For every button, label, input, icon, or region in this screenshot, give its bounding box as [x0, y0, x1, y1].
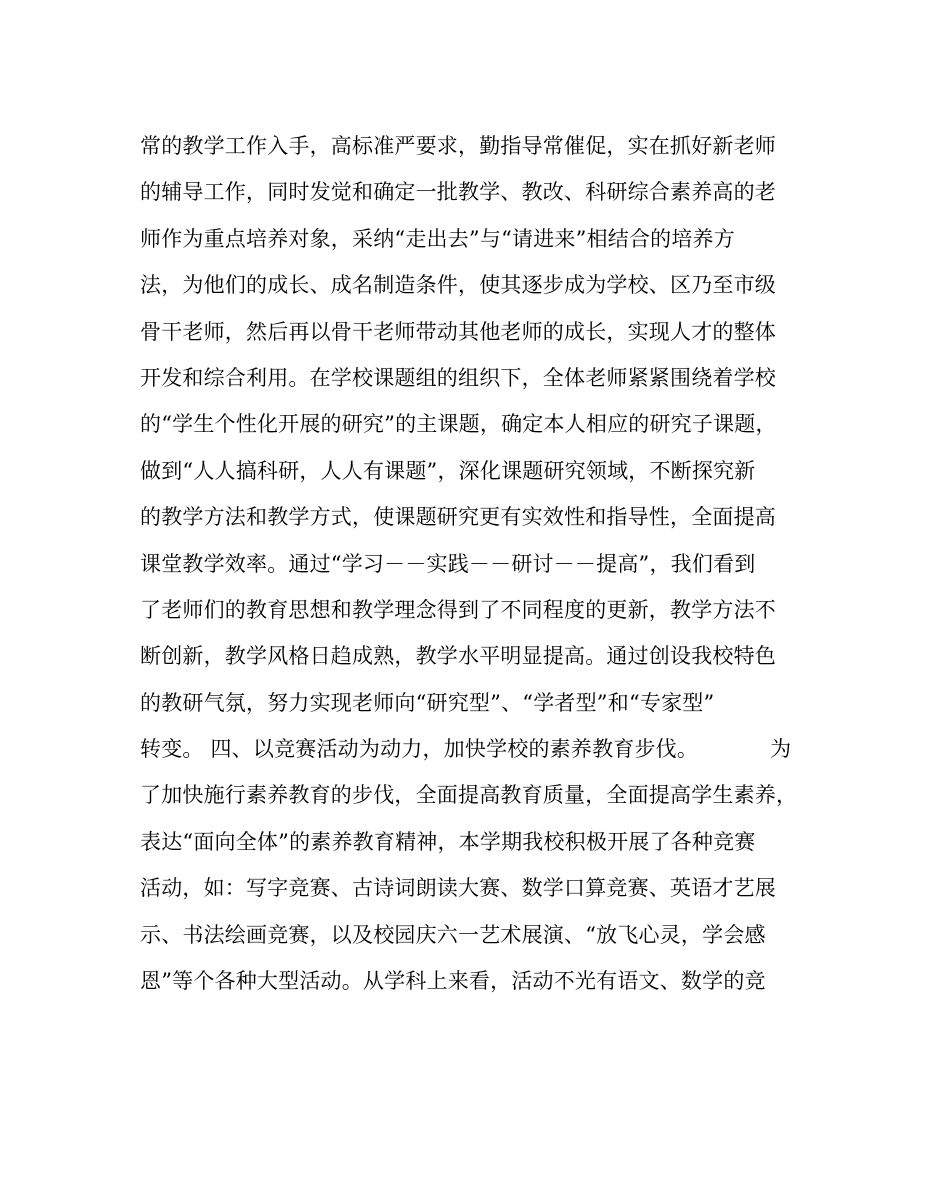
text-line-17: 活动，如：写字竞赛、古诗词朗读大赛、数学口算竞赛、英语才艺展 — [140, 876, 776, 901]
text-line-14 — [140, 726, 820, 772]
text-line-12: 断创新，教学风格日趋成熟，教学水平明显提高。通过创设我校特色 — [140, 644, 776, 669]
text-line-13: 的教研气氛，努力实现老师向“研究型”、“学者型”和“专家型” — [140, 690, 715, 715]
body-text — [140, 123, 820, 1004]
text-line-9: 的教学方法和教学方式，使课题研究更有实效性和指导性，全面提高 — [140, 505, 776, 530]
text-line-8: 做到“人人搞科研，人人有课题”，深化课题研究领域，不断探究新 — [140, 458, 756, 483]
text-line-7: 的“学生个性化开展的研究”的主课题，确定本人相应的研究子课题， — [140, 412, 777, 437]
text-line-10: 课堂教学效率。通过“学习－－实践－－研讨－－提高”，我们看到 — [140, 551, 756, 576]
line-end-char: 为 — [770, 737, 792, 762]
text-line-1: 常的教学工作入手，高标准严要求，勤指导常催促，实在抓好新老师 — [140, 134, 776, 158]
text-line-2: 的辅导工作，同时发觉和确定一批教学、教改、科研综合素养高的老 — [140, 180, 776, 205]
text-line-15: 了加快施行素养教育的步伐，全面提高教育质量，全面提高学生素养， — [140, 783, 798, 808]
text-line-16: 表达“面向全体”的素养教育精神，本学期我校积极开展了各种竞赛 — [140, 829, 756, 854]
text-line-5: 骨干老师，然后再以骨干老师带动其他老师的成长，实现人才的整体 — [140, 319, 776, 344]
text-line-19: 恩”等个各种大型活动。从学科上来看，活动不光有语文、数学的竞 — [140, 969, 766, 994]
section-heading-text: 转变。 四、以竞赛活动为动力，加快学校的素养教育步伐。 — [140, 737, 699, 762]
text-line-4: 法，为他们的成长、成名制造条件，使其逐步成为学校、区乃至市级 — [140, 273, 776, 298]
text-line-18: 示、书法绘画竞赛，以及校园庆六一艺术展演、“放飞心灵，学会感 — [140, 922, 766, 947]
text-line-6: 开发和综合利用。在学校课题组的组织下，全体老师紧紧围绕着学校 — [140, 365, 776, 390]
text-line-11: 了老师们的教育思想和教学理念得到了不同程度的更新，教学方法不 — [140, 597, 776, 622]
text-line-3: 师作为重点培养对象，采纳“走出去”与“请进来”相结合的培养方 — [140, 226, 735, 251]
